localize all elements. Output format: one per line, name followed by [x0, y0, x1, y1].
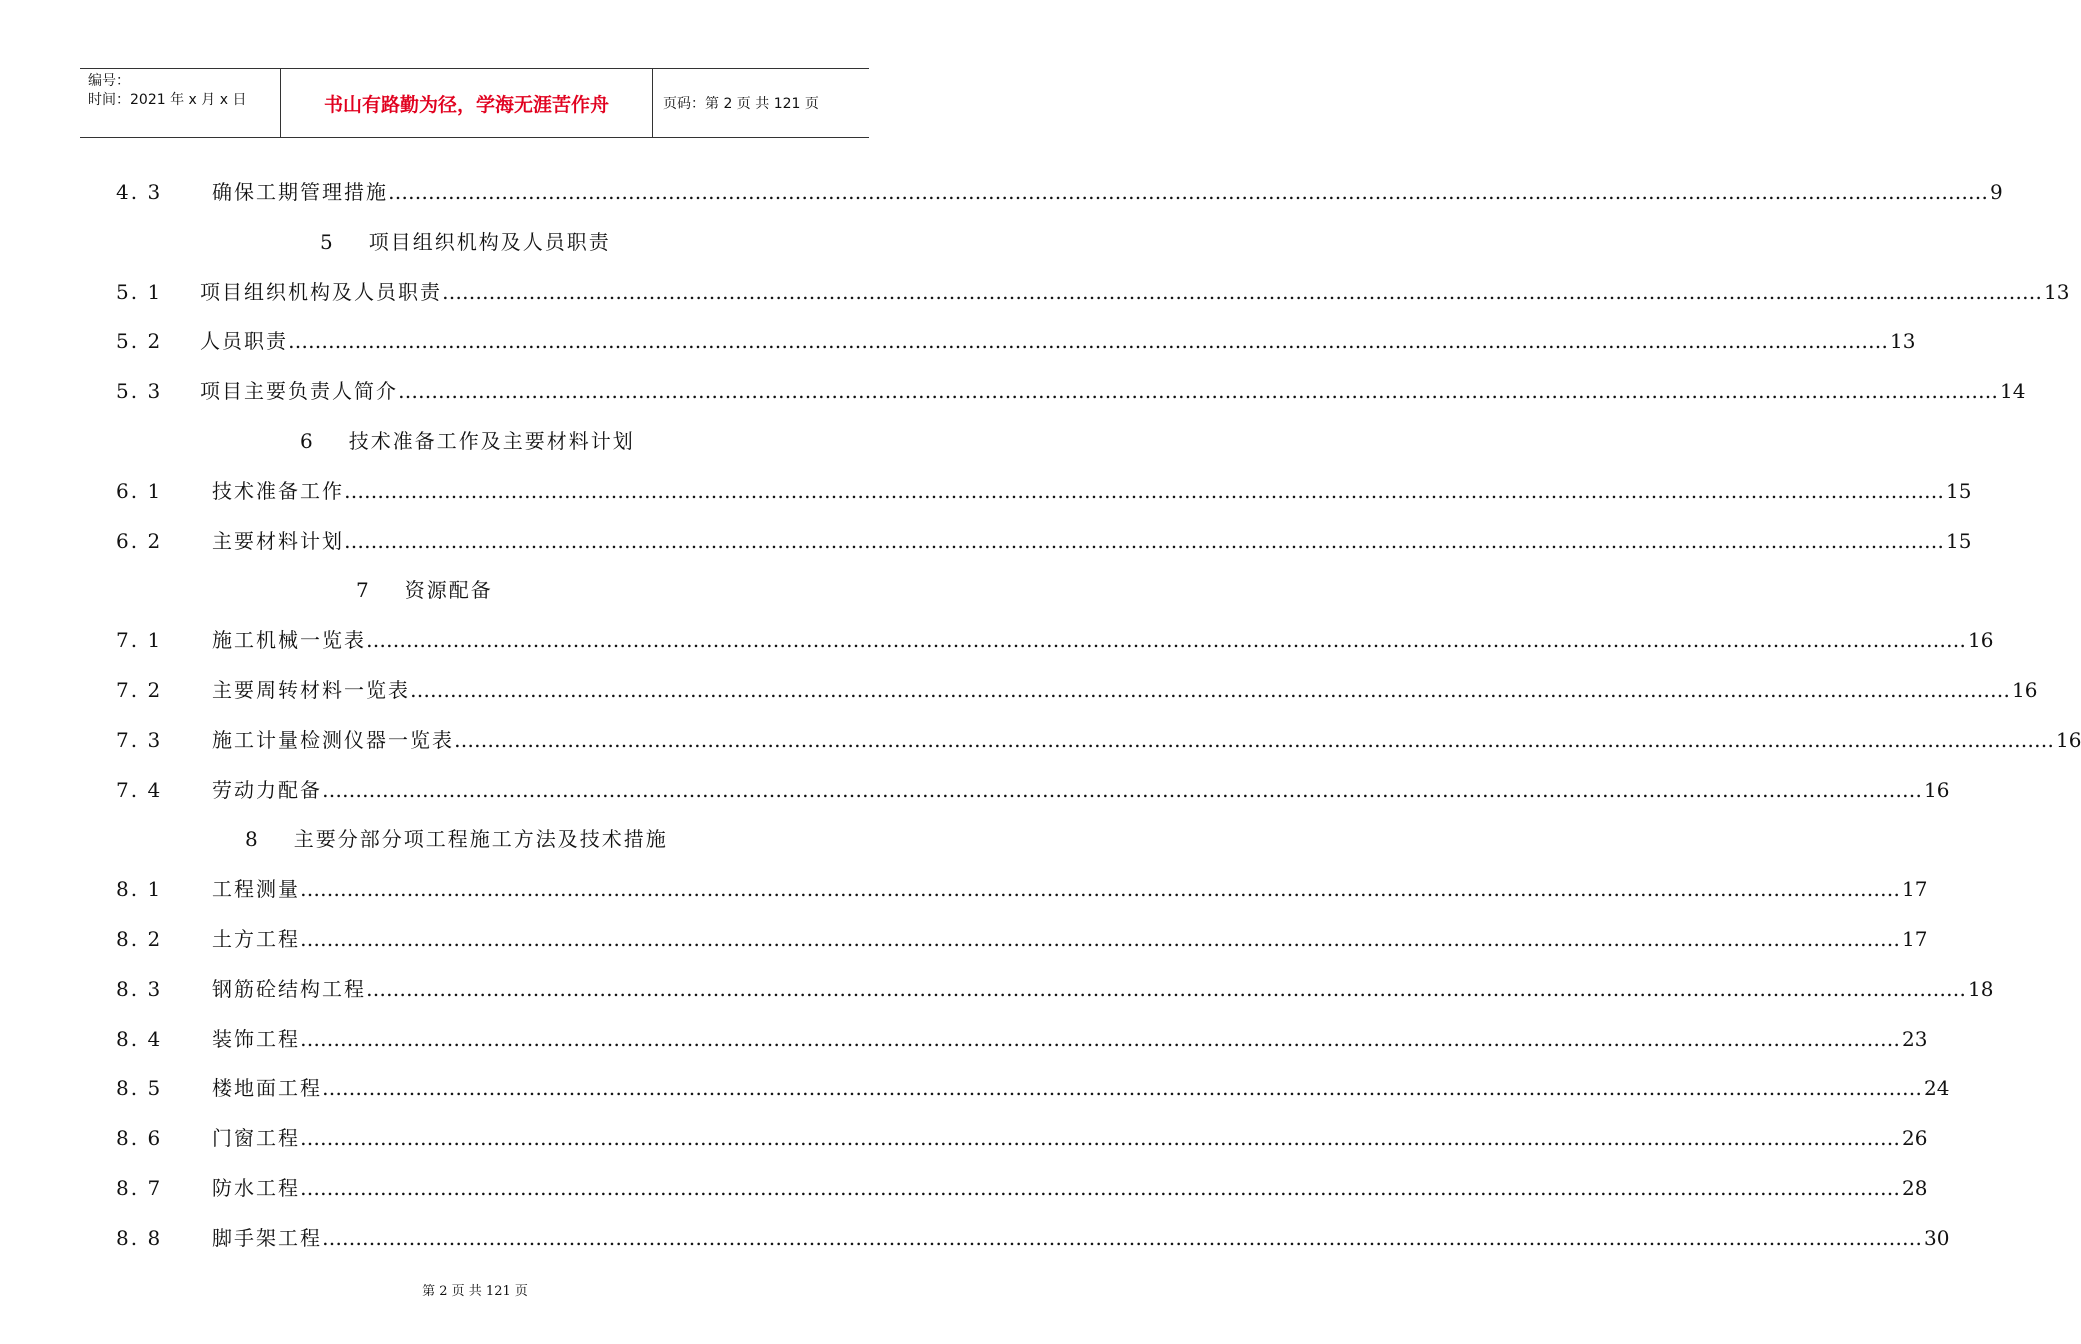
- chapter-title: 项目组织机构及人员职责: [368, 229, 611, 254]
- leader-dots: ……………………………………………………………………………………………………………………………………………………………………………………………………………………: [288, 329, 1888, 354]
- toc-entry: [0, 177, 2003, 207]
- entry-title: 门窗工程: [212, 1126, 300, 1151]
- entry-page-number: 30: [1924, 1225, 1950, 1250]
- toc-chapter: [0, 227, 950, 257]
- entry-title: 技术准备工作: [212, 478, 344, 503]
- entry-page-number: 17: [1902, 927, 1928, 951]
- toc-entry: [0, 1223, 1950, 1253]
- entry-link[interactable]: [212, 924, 1928, 954]
- toc-entry: [0, 1073, 1950, 1103]
- leader-dots: ……………………………………………………………………………………………………………………………………………………………………………………………………………………: [322, 777, 1922, 802]
- toc-entry: [0, 974, 1994, 1004]
- entry-link[interactable]: [212, 476, 1972, 506]
- leader-dots: ……………………………………………………………………………………………………………………………………………………………………………………………………………………: [344, 528, 1944, 553]
- entry-link[interactable]: [212, 874, 1928, 904]
- leader-dots: ……………………………………………………………………………………………………………………………………………………………………………………………………………………: [300, 1176, 1900, 1200]
- toc-chapter: [0, 824, 950, 854]
- entry-title: 施工计量检测仪器一览表: [212, 727, 454, 752]
- leader-dots: ……………………………………………………………………………………………………………………………………………………………………………………………………………………: [344, 478, 1944, 503]
- entry-title: 项目主要负责人简介: [200, 379, 398, 404]
- entry-title: 脚手架工程: [212, 1225, 322, 1250]
- toc-chapter: [0, 426, 950, 456]
- entry-page-number: 28: [1902, 1176, 1928, 1200]
- entry-page-number: 16: [1968, 628, 1994, 653]
- leader-dots: ……………………………………………………………………………………………………………………………………………………………………………………………………………………: [454, 727, 2054, 752]
- toc-entry: [0, 376, 2026, 406]
- entry-page-number: 14: [2000, 379, 2026, 404]
- toc-entry: [0, 526, 1972, 556]
- toc-entry: [0, 1024, 1928, 1054]
- entry-number: 8. 8: [116, 1225, 163, 1250]
- toc-entry: [0, 725, 2081, 755]
- chapter-heading: [356, 575, 493, 605]
- toc-chapter: [0, 575, 950, 605]
- entry-link[interactable]: [212, 1073, 1950, 1103]
- entry-number: 6. 1: [116, 478, 163, 503]
- entry-link[interactable]: [212, 526, 1972, 556]
- entry-number: 7. 4: [116, 777, 163, 802]
- document-time-label: 时间：2021 年 x 月 x 日: [88, 92, 247, 108]
- leader-dots: ……………………………………………………………………………………………………………………………………………………………………………………………………………………: [398, 379, 1998, 404]
- entry-page-number: 23: [1902, 1026, 1928, 1051]
- entry-link[interactable]: [212, 1173, 1928, 1203]
- chapter-number: 8: [245, 827, 260, 852]
- leader-dots: ……………………………………………………………………………………………………………………………………………………………………………………………………………………: [388, 180, 1988, 204]
- entry-number: 4. 3: [116, 180, 163, 204]
- chapter-title: 主要分部分项工程施工方法及技术措施: [293, 827, 668, 852]
- entry-link[interactable]: [200, 376, 2026, 406]
- entry-number: 8. 2: [116, 927, 163, 951]
- entry-number: 7. 3: [116, 727, 163, 752]
- leader-dots: ……………………………………………………………………………………………………………………………………………………………………………………………………………………: [300, 877, 1900, 902]
- chapter-heading: [300, 426, 635, 456]
- entry-link[interactable]: [212, 625, 1994, 655]
- entry-page-number: 13: [2044, 279, 2070, 304]
- entry-number: 5. 2: [116, 329, 163, 354]
- leader-dots: ……………………………………………………………………………………………………………………………………………………………………………………………………………………: [410, 678, 2010, 702]
- toc-entry: [0, 775, 1950, 805]
- leader-dots: ……………………………………………………………………………………………………………………………………………………………………………………………………………………: [442, 279, 2042, 304]
- entry-link[interactable]: [212, 775, 1950, 805]
- chapter-title: 资源配备: [404, 578, 493, 603]
- entry-link[interactable]: [212, 725, 2081, 755]
- toc-entry: [0, 1123, 1928, 1153]
- toc-entry: [0, 675, 2038, 705]
- header-page-label: 页码：第 2 页 共 121 页: [663, 96, 819, 112]
- header-motto: 书山有路勤为径，学海无涯苦作舟: [281, 69, 653, 137]
- entry-page-number: 24: [1924, 1076, 1950, 1101]
- entry-page-number: 16: [1924, 777, 1950, 802]
- entry-page-number: 26: [1902, 1126, 1928, 1151]
- entry-page-number: 16: [2056, 727, 2081, 752]
- document-number-label: 编号：: [88, 73, 130, 89]
- entry-title: 防水工程: [212, 1176, 300, 1200]
- toc-entry: [0, 924, 1928, 954]
- entry-number: 8. 1: [116, 877, 163, 902]
- entry-link[interactable]: [200, 326, 1916, 356]
- leader-dots: ……………………………………………………………………………………………………………………………………………………………………………………………………………………: [300, 1126, 1900, 1151]
- toc-entry: [0, 476, 1972, 506]
- page-footer: 第 2 页 共 121 页: [422, 1284, 528, 1299]
- entry-number: 8. 4: [116, 1026, 163, 1051]
- leader-dots: ……………………………………………………………………………………………………………………………………………………………………………………………………………………: [322, 1076, 1922, 1101]
- toc-entry: [0, 326, 1916, 356]
- leader-dots: ……………………………………………………………………………………………………………………………………………………………………………………………………………………: [366, 628, 1966, 653]
- entry-link[interactable]: [212, 1223, 1950, 1253]
- entry-number: 8. 7: [116, 1176, 163, 1200]
- chapter-number: 6: [300, 429, 315, 453]
- entry-number: 7. 2: [116, 678, 163, 702]
- chapter-heading: [320, 227, 611, 257]
- entry-link[interactable]: [212, 1123, 1928, 1153]
- entry-number: 6. 2: [116, 528, 163, 553]
- toc-entry: [0, 874, 1928, 904]
- entry-page-number: 9: [1990, 180, 2003, 204]
- entry-page-number: 15: [1946, 528, 1972, 553]
- entry-page-number: 17: [1902, 877, 1928, 902]
- entry-title: 确保工期管理措施: [212, 180, 388, 204]
- entry-title: 劳动力配备: [212, 777, 322, 802]
- entry-link[interactable]: [212, 1024, 1928, 1054]
- leader-dots: ……………………………………………………………………………………………………………………………………………………………………………………………………………………: [300, 927, 1900, 951]
- entry-title: 主要材料计划: [212, 528, 344, 553]
- chapter-heading: [245, 824, 668, 854]
- entry-title: 楼地面工程: [212, 1076, 322, 1101]
- toc-entry: [0, 277, 2070, 307]
- chapter-number: 7: [356, 578, 371, 603]
- entry-link[interactable]: [212, 177, 2003, 207]
- entry-number: 8. 6: [116, 1126, 163, 1151]
- entry-link[interactable]: [212, 675, 2038, 705]
- entry-title: 施工机械一览表: [212, 628, 366, 653]
- toc-entry: [0, 1173, 1928, 1203]
- toc-entry: [0, 625, 1994, 655]
- entry-title: 工程测量: [212, 877, 300, 902]
- entry-page-number: 13: [1890, 329, 1916, 354]
- leader-dots: ……………………………………………………………………………………………………………………………………………………………………………………………………………………: [300, 1026, 1900, 1051]
- entry-number: 8. 3: [116, 976, 163, 1001]
- entry-title: 人员职责: [200, 329, 288, 354]
- chapter-number: 5: [320, 229, 335, 254]
- leader-dots: ……………………………………………………………………………………………………………………………………………………………………………………………………………………: [366, 976, 1966, 1001]
- leader-dots: ……………………………………………………………………………………………………………………………………………………………………………………………………………………: [322, 1225, 1922, 1250]
- entry-number: 5. 1: [116, 279, 163, 304]
- entry-number: 7. 1: [116, 628, 163, 653]
- entry-page-number: 16: [2012, 678, 2038, 702]
- entry-link[interactable]: [212, 974, 1994, 1004]
- entry-number: 8. 5: [116, 1076, 163, 1101]
- entry-title: 土方工程: [212, 927, 300, 951]
- entry-title: 项目组织机构及人员职责: [200, 279, 442, 304]
- entry-link[interactable]: [200, 277, 2070, 307]
- chapter-title: 技术准备工作及主要材料计划: [348, 429, 635, 453]
- entry-title: 装饰工程: [212, 1026, 300, 1051]
- entry-number: 5. 3: [116, 379, 163, 404]
- entry-title: 主要周转材料一览表: [212, 678, 410, 702]
- entry-page-number: 15: [1946, 478, 1972, 503]
- entry-page-number: 18: [1968, 976, 1994, 1001]
- entry-title: 钢筋砼结构工程: [212, 976, 366, 1001]
